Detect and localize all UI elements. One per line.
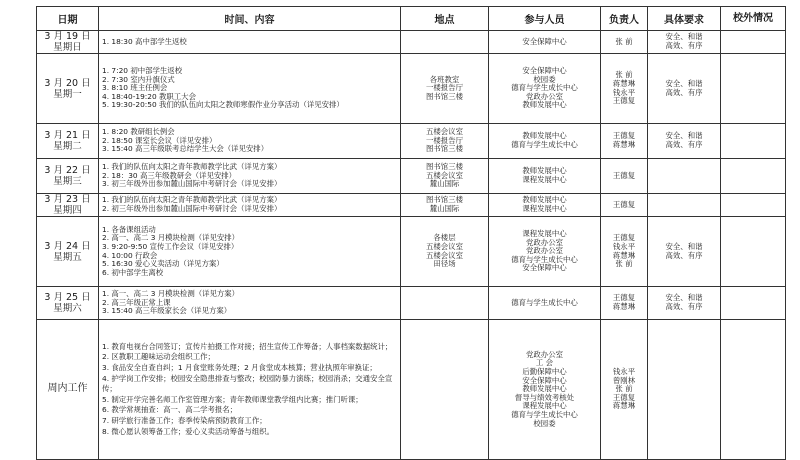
participants-cell-line: 德育与学生成长中心: [511, 254, 578, 264]
content-cell: [99, 287, 401, 320]
owner-cell-line: 蒋慧琳: [612, 78, 636, 88]
weekly-content-cell-line: 6. 教学常规抽查：高一、高二学考报名；: [102, 405, 238, 415]
location-cell-line: 图书馆三楼: [426, 91, 463, 101]
weekly-participants-cell-line: 校园委: [533, 418, 556, 428]
participants-cell: [489, 159, 601, 194]
location-cell-line: 五楼会议室: [426, 127, 463, 137]
date-cell-line: 星期日: [53, 42, 82, 53]
weekly-participants-cell-line: 课程发展中心: [522, 401, 567, 411]
owner-cell: [601, 217, 648, 287]
schedule-table: [36, 6, 786, 460]
owner-cell-line: 王德复: [612, 170, 636, 180]
participants-cell-line: 教师发展中心: [522, 131, 567, 141]
participants-cell-line: 课程发展中心: [522, 204, 567, 213]
content-cell-line: 1. 7:20 初中部学生返校: [102, 66, 183, 76]
content-cell: [99, 31, 401, 54]
weekly-owner-cell: [601, 320, 648, 460]
content-cell-line: 1. 18:30 高中部学生返校: [102, 36, 187, 46]
owner-cell-line: 蒋慧琳: [612, 302, 636, 311]
table-row: [37, 159, 786, 194]
header-content: 时间、内容: [99, 7, 401, 31]
header-requirement: 具体要求: [648, 7, 721, 31]
content-cell-line: 1. 我们的队伍向太阳之青年教师教学比武（详见方案）: [102, 195, 282, 205]
participants-cell: [489, 31, 601, 54]
date-cell-line: 星期六: [53, 303, 82, 314]
participants-cell: [489, 194, 601, 217]
table-row: [37, 287, 786, 320]
date-cell: [37, 54, 99, 124]
header-row: [37, 7, 786, 31]
offcampus-cell: [721, 54, 786, 124]
owner-cell: [601, 194, 648, 217]
weekly-offcampus-cell: [721, 320, 786, 460]
participants-cell-line: 党政办公室: [526, 246, 563, 256]
location-cell-line: 田径场: [433, 259, 456, 269]
requirement-cell-line: 安全、和谐: [665, 131, 703, 141]
owner-cell-line: 王德复: [612, 199, 636, 209]
content-cell: [99, 124, 401, 159]
date-cell-line: 3 月 25 日: [44, 292, 91, 303]
location-cell-line: 麓山国际: [429, 179, 460, 189]
requirement-cell-line: 高效、有序: [665, 140, 703, 149]
header-date: 日期: [37, 7, 99, 31]
participants-cell-line: 课程发展中心: [522, 175, 567, 184]
requirement-cell: [648, 287, 721, 320]
content-cell: [99, 194, 401, 217]
weekly-participants-cell-line: 督导与绩效考核处: [514, 392, 575, 402]
participants-cell: [489, 124, 601, 159]
requirement-cell-line: 安全、和谐: [665, 32, 703, 42]
location-cell: [401, 54, 489, 124]
weekly-content-cell-line: 7. 研学旅行准备工作；春季传染病预防教育工作；: [102, 415, 267, 425]
weekly-content-cell-line: 4. 护学岗工作安排；校园安全隐患排查与整改；校园防暴力演练；校园消杀；交通安全宣传；: [102, 373, 393, 394]
content-cell-line: 1. 8:20 教研组长例会: [102, 127, 175, 137]
date-cell: [37, 194, 99, 217]
participants-cell-line: 安全保障中心: [522, 263, 567, 273]
owner-cell: [601, 159, 648, 194]
location-cell: [401, 287, 489, 320]
requirement-cell-line: 安全、和谐: [665, 293, 703, 303]
requirement-cell-line: 安全、和谐: [665, 78, 703, 88]
content-cell-line: 1. 我们的队伍向太阳之青年教师教学比武（详见方案）: [102, 162, 282, 172]
offcampus-cell: [721, 194, 786, 217]
header-offcampus: 校外情况: [721, 7, 786, 31]
location-cell-line: 五楼会议室: [426, 241, 463, 251]
location-cell-line: 图书馆三楼: [426, 144, 463, 154]
location-cell: [401, 159, 489, 194]
weekly-content-cell-line: 1. 教育电视台合同签订；宣传片拍摄工作对接；招生宣传工作筹备；人事档案数据统计；: [102, 341, 393, 351]
location-cell-line: 图书馆三楼: [426, 162, 463, 172]
owner-cell-line: 钱永平: [612, 87, 636, 97]
date-cell-line: 3 月 24 日: [44, 240, 91, 252]
location-cell-line: 图书馆三楼: [426, 195, 463, 205]
weekly-requirement-cell: [648, 320, 721, 460]
location-cell: [401, 217, 489, 287]
date-cell-line: 星期二: [53, 141, 82, 152]
participants-cell: [489, 217, 601, 287]
location-cell-line: 一楼报告厅: [426, 83, 463, 93]
weekly-owner-cell-line: 张 前: [615, 384, 633, 394]
owner-cell: [601, 31, 648, 54]
requirement-cell: [648, 194, 721, 217]
location-cell: [401, 194, 489, 217]
date-cell-line: 星期四: [53, 205, 82, 216]
date-cell: [37, 287, 99, 320]
date-cell-line: 3 月 22 日: [44, 165, 91, 176]
weekly-participants-cell-line: 后勤保障中心: [522, 367, 567, 377]
weekly-content-cell-line: 5. 制定开学完善名师工作室管理方案；青年教师课堂教学组内比赛；推门听课；: [102, 394, 363, 404]
location-cell-line: 五楼会议室: [426, 250, 463, 260]
content-cell: [99, 54, 401, 124]
participants-cell-line: 德育与学生成长中心: [511, 140, 578, 149]
date-cell: [37, 159, 99, 194]
participants-cell-line: 党政办公室: [526, 91, 563, 101]
date-cell-line: 星期五: [53, 251, 82, 263]
requirement-cell: [648, 54, 721, 124]
requirement-cell: [648, 124, 721, 159]
weekly-location-cell: [401, 320, 489, 460]
date-cell-line: 3 月 19 日: [44, 31, 91, 42]
date-cell-line: 3 月 23 日: [44, 194, 91, 205]
content-cell-line: 4. 10:00 行政会: [102, 250, 158, 260]
weekly-content-cell: [99, 320, 401, 460]
participants-cell-line: 德育与学生成长中心: [511, 297, 578, 307]
content-cell-line: 1. 各备课组活动: [102, 224, 156, 234]
owner-cell-line: 蒋慧琳: [612, 250, 636, 260]
owner-cell-line: 钱永平: [612, 241, 636, 251]
content-cell-line: 2. 18:50 课室长会议（详见安排）: [102, 135, 217, 145]
participants-cell-line: 教师发展中心: [522, 166, 567, 176]
requirement-cell-line: 高效、有序: [665, 41, 703, 50]
content-cell-line: 2. 初三年级外出参加麓山国际中考研讨会（详见安排）: [102, 204, 282, 213]
requirement-cell-line: 安全、和谐: [665, 241, 703, 251]
weekly-participants-cell-line: 党政办公室: [526, 349, 563, 359]
offcampus-cell: [721, 31, 786, 54]
location-cell-line: 麓山国际: [429, 204, 460, 213]
content-cell-line: 3. 15:40 高三年级家长会（详见方案）: [102, 306, 232, 316]
location-cell-line: 五楼会议室: [426, 170, 463, 180]
table-row: [37, 124, 786, 159]
table-row: [37, 54, 786, 124]
participants-cell-line: 校园委: [533, 74, 556, 84]
requirement-cell-line: 高效、有序: [665, 87, 703, 97]
date-cell: [37, 217, 99, 287]
participants-cell-line: 教师发展中心: [522, 100, 567, 110]
header-owner: 负责人: [601, 7, 648, 31]
content-cell: [99, 159, 401, 194]
weekly-content-cell-line: 3. 食品安全自查自纠；1 月食堂账务处理；2 月食堂成本核算；营业执照年审换证；: [102, 363, 377, 373]
content-cell-line: 1. 高一、高二 3 月模块检测（详见方案）: [102, 289, 240, 299]
date-cell: [37, 124, 99, 159]
owner-cell-line: 王德复: [612, 131, 636, 141]
requirement-cell-line: 高效、有序: [665, 250, 703, 260]
date-cell: [37, 31, 99, 54]
weekly-owner-cell-line: 曾刚林: [612, 375, 636, 385]
offcampus-cell: [721, 217, 786, 287]
content-cell-line: 2. 18：30 高三年级教研会（详见安排）: [102, 170, 237, 180]
weekly-label: 周内工作: [37, 320, 99, 460]
owner-cell: [601, 54, 648, 124]
location-cell-line: 各班教室: [429, 74, 460, 84]
weekly-owner-cell-line: 钱永平: [612, 367, 636, 377]
owner-cell-line: 张 前: [615, 259, 633, 269]
header-participants: 参与人员: [489, 7, 601, 31]
date-cell-line: 3 月 21 日: [44, 130, 91, 141]
weekly-content-cell-line: 8. 微心愿认领筹备工作；爱心义卖活动筹备与组织。: [102, 426, 274, 436]
content-cell-line: 6. 初中部学生离校: [102, 267, 164, 277]
participants-cell-line: 德育与学生成长中心: [511, 83, 578, 93]
weekly-participants-cell: [489, 320, 601, 460]
table-row: [37, 194, 786, 217]
content-cell: [99, 217, 401, 287]
participants-cell-line: 教师发展中心: [522, 195, 567, 205]
weekly-participants-cell-line: 教师发展中心: [522, 384, 567, 394]
owner-cell-line: 蒋慧琳: [612, 140, 636, 149]
content-cell-line: 2. 7:30 室内升旗仪式: [102, 74, 175, 84]
participants-cell: [489, 287, 601, 320]
weekly-owner-cell-line: 王德复: [612, 392, 636, 402]
date-cell-line: 3 月 20 日: [44, 77, 91, 89]
content-cell-line: 3. 初三年级外出参加麓山国际中考研讨会（详见安排）: [102, 179, 282, 189]
content-cell-line: 4. 18:40-19:20 教职工大会: [102, 91, 196, 101]
participants-cell-line: 党政办公室: [526, 237, 563, 247]
offcampus-cell: [721, 287, 786, 320]
weekly-content-cell-line: 2. 区教职工趣味运动会组织工作；: [102, 352, 215, 362]
table-row: [37, 217, 786, 287]
offcampus-cell: [721, 124, 786, 159]
participants-cell: [489, 54, 601, 124]
offcampus-cell: [721, 159, 786, 194]
requirement-cell-line: 高效、有序: [665, 302, 703, 311]
location-cell-line: 一楼报告厅: [426, 135, 463, 145]
requirement-cell: [648, 159, 721, 194]
participants-cell-line: 安全保障中心: [522, 66, 567, 76]
weekly-row: [37, 320, 786, 460]
owner-cell-line: 张 前: [615, 70, 633, 80]
location-cell: [401, 124, 489, 159]
weekly-participants-cell-line: 工 会: [535, 358, 554, 368]
content-cell-line: 3. 8:10 班主任例会: [102, 83, 168, 93]
content-cell-line: 3. 15:40 高三年级联考总结学生大会（详见安排）: [102, 144, 269, 154]
header-location: 地点: [401, 7, 489, 31]
content-cell-line: 5. 16:30 爱心义卖活动（详见方案）: [102, 259, 224, 269]
owner-cell-line: 王德复: [612, 293, 636, 303]
participants-cell-line: 课程发展中心: [522, 229, 567, 239]
participants-cell-line: 安全保障中心: [522, 36, 567, 46]
weekly-owner-cell-line: 蒋慧琳: [612, 401, 636, 411]
location-cell: [401, 31, 489, 54]
weekly-participants-cell-line: 安全保障中心: [522, 375, 567, 385]
date-cell-line: 星期一: [53, 88, 82, 100]
content-cell-line: 2. 高一、高二 3 月模块检测（详见安排）: [102, 233, 240, 243]
content-cell-line: 5. 19:30-20:50 我们的队伍向太阳之教师寒假作业分享活动（详见安排）: [102, 100, 344, 110]
owner-cell-line: 王德复: [612, 96, 636, 106]
owner-cell-line: 王德复: [612, 233, 636, 243]
owner-cell: [601, 124, 648, 159]
table-row: [37, 31, 786, 54]
requirement-cell: [648, 31, 721, 54]
weekly-participants-cell-line: 德育与学生成长中心: [511, 409, 578, 419]
content-cell-line: 3. 9:20-9:50 宣传工作会议（详见安排）: [102, 241, 239, 251]
date-cell-line: 星期三: [53, 176, 82, 187]
owner-cell: [601, 287, 648, 320]
requirement-cell: [648, 217, 721, 287]
location-cell-line: 各楼层: [433, 233, 456, 243]
owner-cell-line: 张 前: [615, 36, 633, 46]
content-cell-line: 2. 高三年级正常上课: [102, 297, 171, 307]
